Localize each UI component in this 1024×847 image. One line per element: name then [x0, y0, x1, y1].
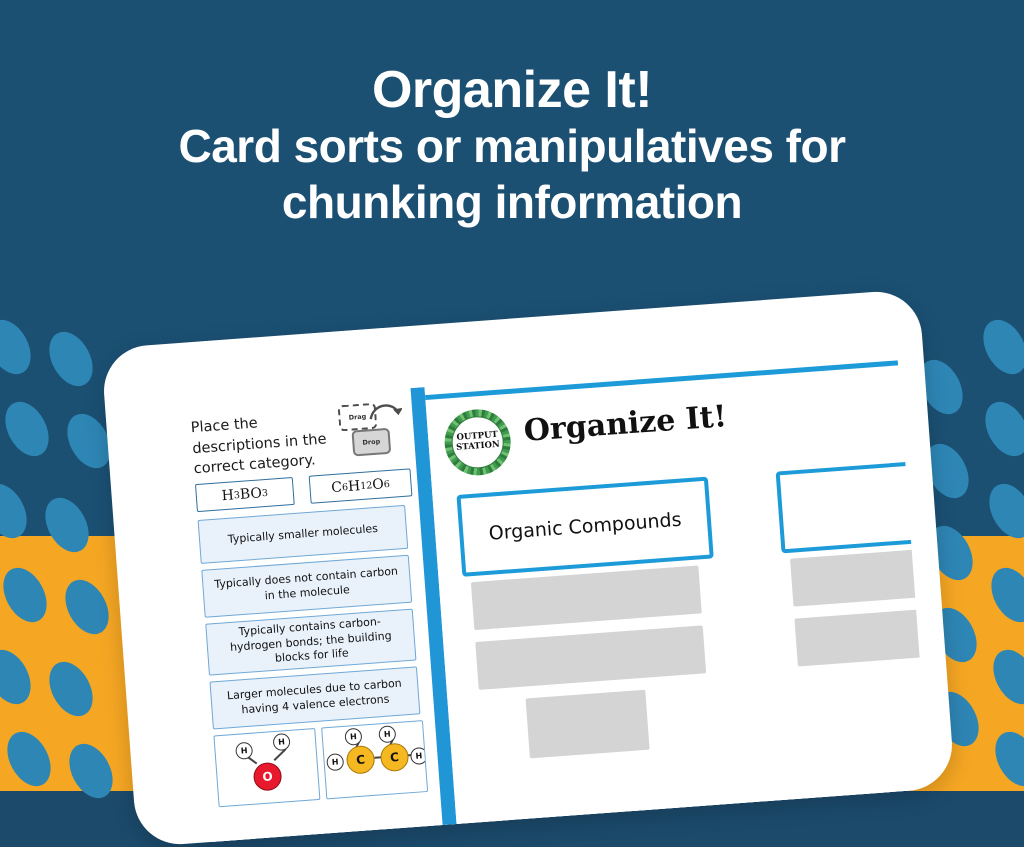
title-line-3: chunking information — [281, 176, 743, 229]
seal-line-1: OUTPUT — [456, 430, 499, 444]
drop-slot[interactable] — [790, 542, 929, 607]
category-box-organic[interactable]: Organic Compounds — [456, 477, 713, 577]
molecule-card-water[interactable] — [213, 728, 320, 807]
tablet-device — [101, 289, 955, 847]
curved-arrow-icon — [367, 399, 403, 425]
activity-top-rule — [425, 360, 898, 400]
drop-slot[interactable] — [475, 625, 706, 690]
atom-h: H — [235, 742, 253, 760]
atom-o: O — [253, 762, 283, 792]
title-line-2: Card sorts or manipulatives for — [178, 120, 846, 173]
description-card[interactable]: Larger molecules due to carbon having 4 valence electrons — [209, 666, 420, 729]
atom-h: H — [410, 747, 428, 765]
atom-h: H — [344, 728, 362, 746]
atom-h: H — [378, 725, 396, 743]
description-card[interactable]: Typically does not contain carbon in the molecule — [201, 555, 412, 618]
atom-h: H — [272, 733, 290, 751]
tablet-screen — [179, 352, 929, 844]
drop-slot[interactable] — [794, 602, 929, 667]
seal-line-2: STATION — [455, 439, 501, 453]
drop-slot[interactable] — [471, 566, 702, 631]
title-line-1: Organize It! — [371, 61, 653, 119]
formula-card-boric-acid[interactable]: H 3 BO 3 — [195, 477, 295, 512]
category-box-inorganic[interactable] — [776, 453, 930, 553]
activity-title: Organize It! — [522, 399, 728, 449]
drag-box: Drag — [338, 403, 378, 432]
molecule-card-hydrocarbon[interactable] — [321, 720, 428, 799]
drag-drop-illustration — [338, 401, 406, 458]
description-card[interactable]: Typically contains carbon-hydrogen bonds; the building blocks for life — [205, 609, 416, 676]
drop-slot[interactable] — [526, 690, 650, 759]
atom-c: C — [380, 742, 410, 772]
formula-card-glucose[interactable]: C 6 H 12 O 6 — [309, 468, 413, 503]
atom-h: H — [326, 753, 344, 771]
worksheet-instruction: Place the descriptions in the correct category. — [190, 415, 328, 478]
output-station-seal-icon — [442, 407, 513, 478]
atom-c: C — [346, 745, 376, 775]
worksheet-panel — [179, 388, 443, 844]
activity-panel — [424, 352, 929, 826]
drop-box: Drop — [351, 428, 391, 457]
description-card[interactable]: Typically smaller molecules — [198, 505, 409, 564]
page-title — [0, 62, 1024, 230]
